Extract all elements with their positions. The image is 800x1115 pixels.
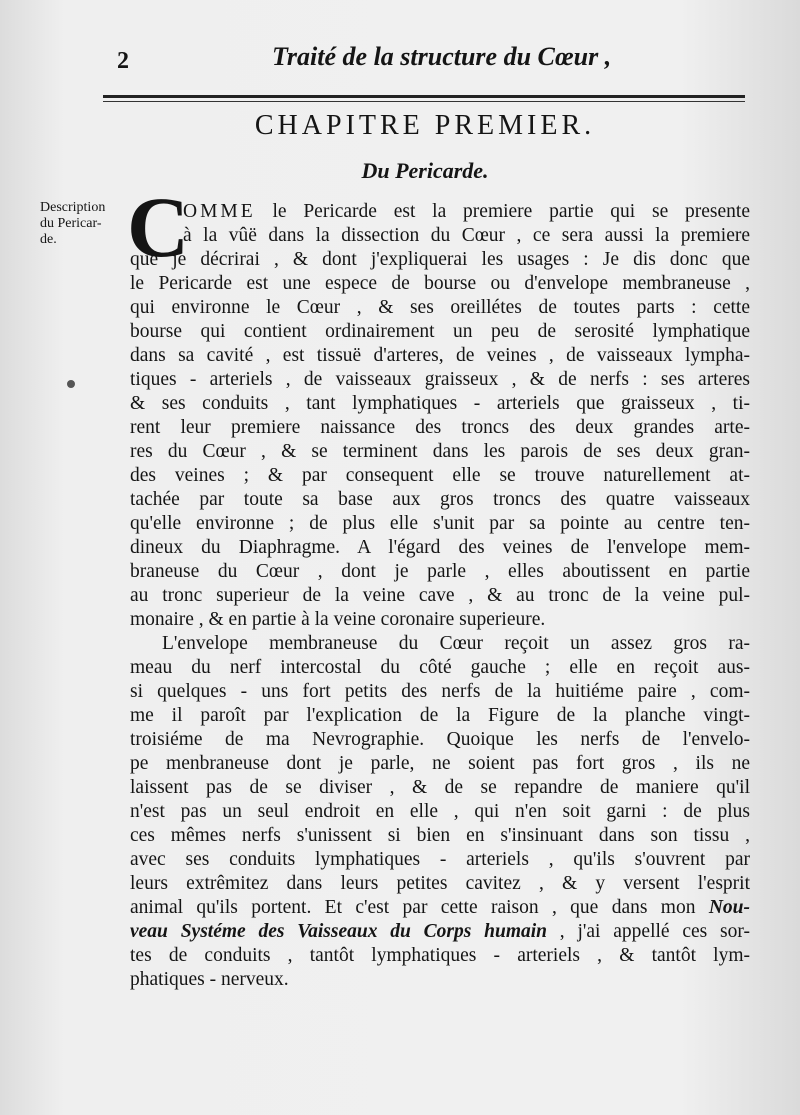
text-line: OMME le Pericarde est la premiere partie qui se presente: [183, 201, 750, 222]
text-line: n'est pas un seul endroit en elle , qui n'en soit garni : de plus: [130, 801, 750, 822]
chapter-title: CHAPITRE PREMIER.: [254, 110, 596, 141]
margin-note: [40, 200, 125, 248]
italic-title: veau Systéme des Vaisseaux du Corps humain: [130, 921, 547, 942]
text-line: res du Cœur , & se terminent dans les parois de ses deux gran-: [130, 441, 750, 462]
text-line: à la vûë dans la dissection du Cœur , ce sera aussi la premiere: [183, 225, 750, 246]
text-line: le Pericarde est une espece de bourse ou d'envelope membraneuse ,: [130, 273, 750, 294]
text-line: tachée par toute sa base aux gros troncs des quatre vaisseaux: [130, 489, 750, 510]
text-line: animal qu'ils portent. Et c'est par cette raison , que dans mon Nou-: [130, 897, 750, 918]
text-line: dineux du Diaphragme. A l'égard des veines de l'envelope mem-: [130, 537, 750, 558]
text-line: avec ses conduits lymphatiques - arteriels , qu'ils s'ouvrent par: [130, 849, 750, 870]
header-rule: [103, 95, 745, 98]
text-line: pe menbraneuse dont je parle, ne soient pas fort gros , ils ne: [130, 753, 750, 774]
text-line: meau du nerf intercostal du côté gauche ; elle en reçoit aus-: [130, 657, 750, 678]
first-word: OMME: [183, 201, 256, 222]
margin-note-line: de.: [40, 232, 57, 247]
text-line: tes de conduits , tantôt lymphatiques - arteriels , & tantôt lym-: [130, 945, 750, 966]
header-rule-thin: [103, 101, 745, 102]
section-title: Du Pericarde.: [361, 158, 489, 183]
text-line: qu'elle environne ; de plus elle s'unit par sa pointe au centre ten-: [130, 513, 750, 534]
line-rest: , j'ai appellé ces sor-: [547, 921, 750, 942]
text-line: bourse qui contient ordinairement un peu de serosité lymphatique: [130, 321, 750, 342]
margin-note-line: Description: [40, 200, 106, 215]
running-title: Traité de la structure du Cœur ,: [272, 42, 612, 71]
drop-cap: C: [127, 179, 190, 275]
text-line: leurs extrêmitez dans leurs petites cavitez , & y versent l'esprit: [130, 873, 750, 894]
text-line: rent leur premiere naissance des troncs des deux grandes arte-: [130, 417, 750, 438]
text-line: [130, 920, 750, 944]
text-line: & ses conduits , tant lymphatiques - arteriels que graisseux , ti-: [130, 393, 750, 414]
text-line: que je décrirai , & dont j'expliquerai les usages : Je dis donc que: [130, 249, 750, 270]
page-number: 2: [117, 48, 129, 74]
ink-blot: [67, 380, 75, 388]
text-line: tiques - arteriels , de vaisseaux graisseux , & de nerfs : ses arteres: [130, 369, 750, 390]
text-line: des veines ; & par consequent elle se trouve naturellement at-: [130, 465, 750, 486]
text-line: dans sa cavité , est tissuë d'arteres, de veines , de vaisseaux lympha-: [130, 345, 750, 366]
text-line: ces mêmes nerfs s'unissent si bien en s'insinuant dans son tissu ,: [130, 825, 750, 846]
italic-title: Nou-: [708, 897, 750, 918]
text-line: qui environne le Cœur , & ses oreillétes de toutes parts : cette: [130, 297, 750, 318]
text-line: au tronc superieur de la veine cave , & au tronc de la veine pul-: [130, 585, 750, 606]
text-line: me il paroît par l'explication de la Figure de la planche vingt-: [130, 705, 750, 726]
text-line: si quelques - uns fort petits des nerfs de la huitiéme paire , com-: [130, 681, 750, 702]
text-line: braneuse du Cœur , dont je parle , elles aboutissent en partie: [130, 561, 750, 582]
text-line: laissent pas de se diviser , & de se repandre de maniere qu'il: [130, 777, 750, 798]
text-line: L'envelope membraneuse du Cœur reçoit un assez gros ra-: [162, 633, 750, 654]
text-line: monaire , & en partie à la veine coronaire superieure.: [130, 609, 546, 630]
text-line: phatiques - nerveux.: [130, 969, 289, 990]
text-line: troisiéme de ma Nevrographie. Quoique les nerfs de l'envelo-: [130, 729, 750, 750]
margin-note-line: du Pericar-: [40, 216, 102, 231]
